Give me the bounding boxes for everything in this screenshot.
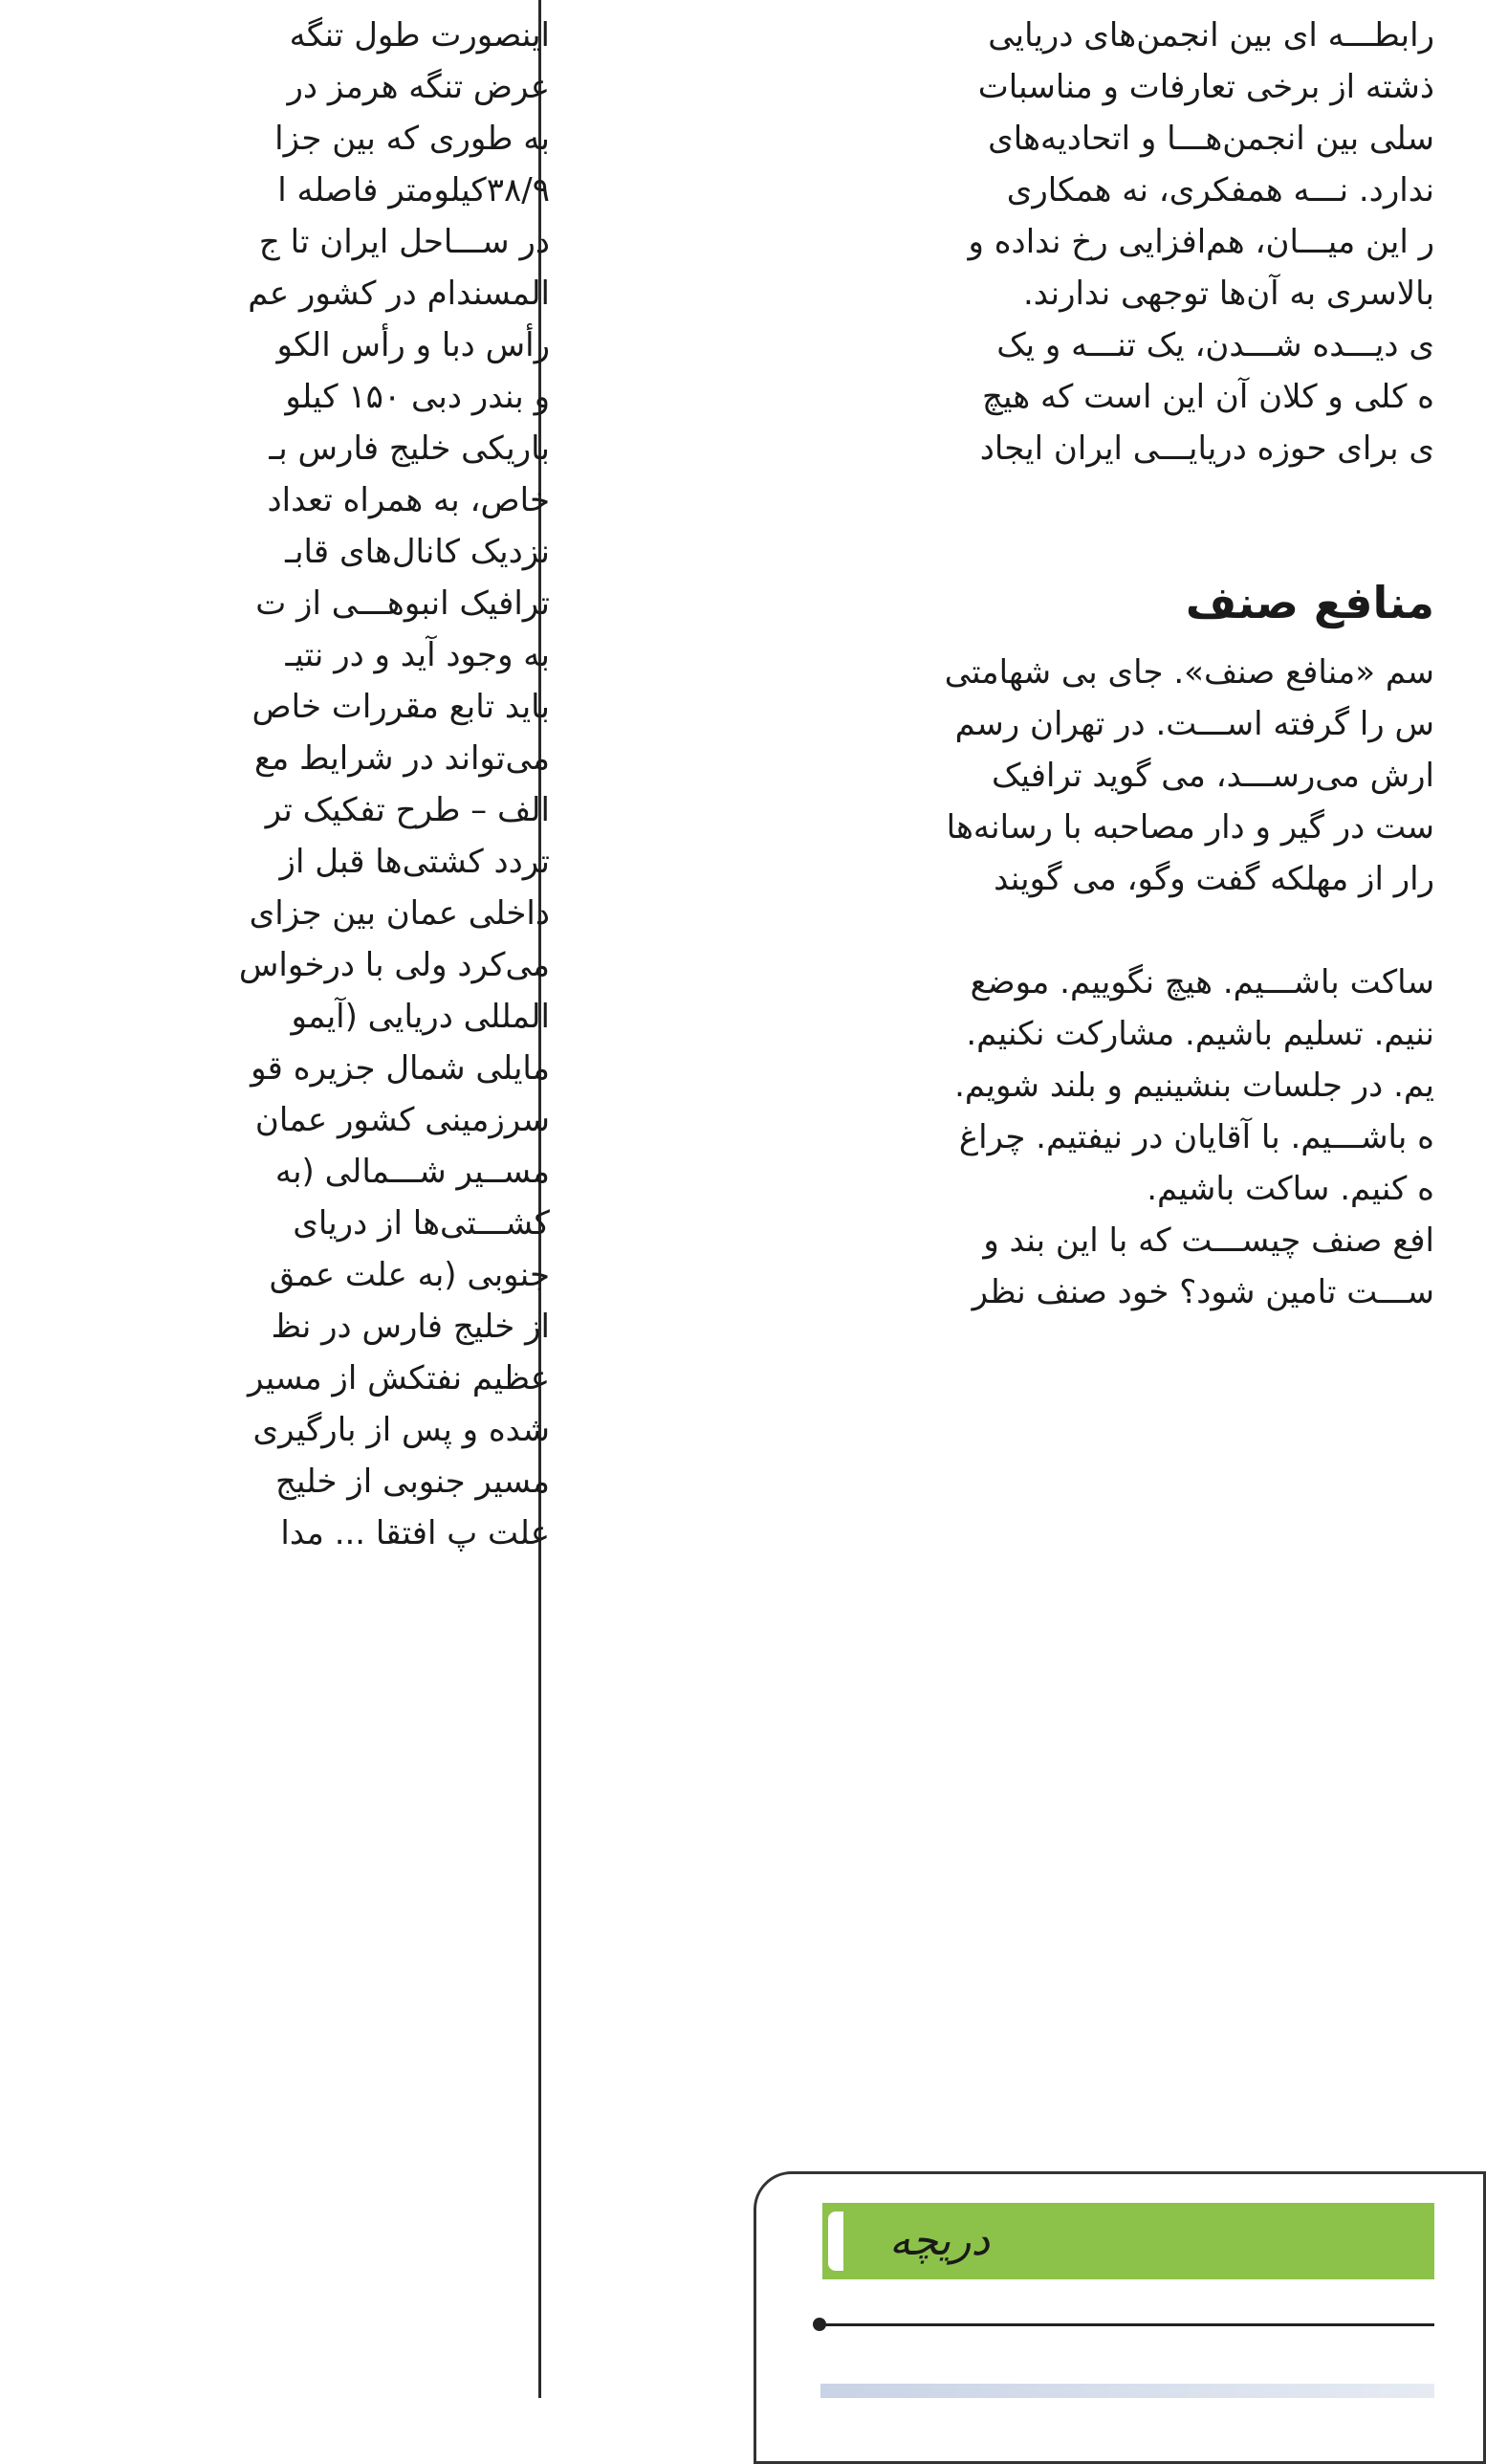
right-line: بالاسری به آن‌ها توجهی ندارند. [1022,275,1434,313]
box-rule [820,2323,1434,2326]
left-line: می‌تواند در شرایط مع [253,739,550,778]
right-line: ه کنیم. ساکت باشیم. [1147,1170,1434,1208]
left-line: مایلی شمال جزیره قو [251,1049,550,1088]
left-line: کشـــتی‌ها از دریای [293,1204,550,1243]
right-line: ی برای حوزه دریایـــی ایران ایجاد [979,429,1434,468]
right-line: رار از مهلکه گفت وگو، می گویند [994,860,1434,898]
left-line: علت پ افتقا ... مدا [280,1514,550,1552]
box-rule-dot [813,2318,826,2331]
left-line: جنوبی (به علت عمق [269,1256,550,1294]
left-line: داخلی عمان بین جزای [249,894,550,933]
left-line: باریکی خلیج فارس بـ [269,429,550,468]
right-line: سلی بین انجمن‌هـــا و اتحادیه‌های [988,120,1434,158]
left-line: المللی دریایی (آیمو [291,998,550,1036]
right-line: ذشته از برخی تعارفات و مناسبات [977,68,1434,106]
left-line: سرزمینی کشور عمان [254,1101,550,1139]
box-tab-notch [828,2211,843,2271]
left-line: نزدیک کانال‌های قابـ [285,533,550,571]
section-heading: منافع صنف [1185,577,1434,628]
box-image-strip [820,2384,1434,2398]
right-line: س را گرفته اســـت. در تهران رسم [954,705,1434,743]
left-line: المسندام در کشور عم [248,275,550,313]
right-line: ر این میـــان، هم‌افزایی رخ نداده و [968,223,1434,261]
left-line: ۳۸/۹کیلومتر فاصله ا [277,171,550,209]
right-line: ی دیـــده شـــدن، یک تنـــه و یک [996,326,1434,364]
right-line: ندارد. نـــه همفکری، نه همکاری [1006,171,1434,209]
right-line: ننیم. تسلیم باشیم. مشارکت نکنیم. [966,1015,1434,1053]
left-line: شده و پس از بارگیری [252,1411,550,1449]
right-line: سم «منافع صنف». جای بی شهامتی [944,653,1434,692]
left-column [0,0,550,2398]
left-line: ترافیک انبوهـــی از ت [255,584,550,623]
left-line: تردد کشتی‌ها قبل از [279,843,550,881]
right-line: یم. در جلسات بنشینیم و بلند شویم. [954,1067,1434,1105]
right-line: ارش می‌رســـد، می گوید ترافیک [992,757,1434,795]
left-line: می‌کرد ولی با درخواس [238,946,550,984]
left-line: مسیر جنوبی از خلیج [275,1463,550,1501]
left-line: از خلیج فارس در نظ [271,1308,550,1346]
right-line: رابطـــه ای بین انجمن‌های دریایی [988,16,1434,55]
left-line: عظیم نفتکش از مسیر [248,1359,550,1397]
right-line: ه کلی و کلان آن این است که هیچ [982,378,1434,416]
left-line: در ســـاحل ایران تا ج [258,223,550,261]
left-line: اینصورت طول تنگه [289,16,550,55]
right-line: ه باشـــیم. با آقایان در نیفتیم. چراغ [958,1118,1434,1156]
box-title: دریچه [889,2216,991,2265]
left-line: عرض تنگه هرمز در [287,68,550,106]
right-line: ســـت تامین شود؟ خود صنف نظر [972,1273,1434,1311]
right-line: افع صنف چیســـت که با این بند و [983,1221,1434,1260]
left-line: خاص، به همراه تعداد [267,481,550,519]
left-line: و بندر دبی ۱۵۰ کیلو [285,378,550,416]
right-line: ساکت باشـــیم. هیچ نگوییم. موضع [970,963,1434,1001]
left-line: به وجود آید و در نتیـ [285,636,550,674]
left-line: رأس دبا و رأس الکو [276,326,550,364]
left-line: به طوری که بین جزا [274,120,550,158]
right-column [746,0,1434,2398]
left-line: باید تابع مقررات خاص [251,688,550,726]
right-line: ست در گیر و دار مصاحبه با رسانه‌ها [946,808,1434,847]
left-line: الف – طرح تفکیک تر [265,791,550,829]
left-line: مســیر شـــمالی (به [274,1153,550,1191]
